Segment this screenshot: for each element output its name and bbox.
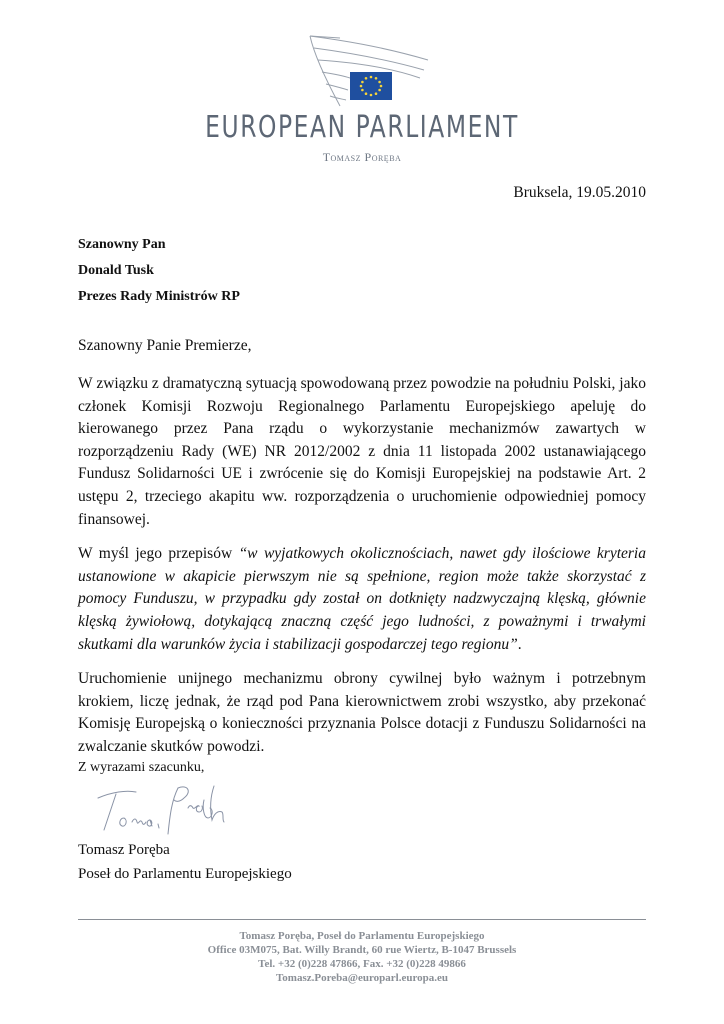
footer-line: Office 03M075, Bat. Willy Brandt, 60 rue Wiertz, B-1047 Brussels (207, 944, 517, 956)
regulation-quote: “w wyjatkowych okolicznościach, nawet gdy ilościowe kryteria ustanowione w akapicie pierwszym nie są spełnione, region może także skorzystać z pomocy Funduszu, w przypadku gdy został on dotknięty nadzwyczajną klęską, głównie klęską żywiołową, dotykającą znaczną część jego ludności, z poważnymi i trwałymi skutkami dla warunków życia i stabilizacji gospodarczej tego regionu” (78, 545, 646, 653)
mep-name: Tomasz Poręba (322, 150, 402, 164)
letter-date: Bruksela, 19.05.2010 (513, 184, 646, 201)
closing: Z wyrazami szacunku, (78, 760, 205, 775)
paragraph-lead: W myśl jego przepisów (78, 545, 239, 563)
institution-wordmark: EUROPEAN PARLIAMENT (205, 110, 519, 145)
addressee-line: Prezes Rady Ministrów RP (78, 289, 240, 304)
handwritten-signature (92, 778, 242, 838)
letter-body (78, 373, 646, 771)
footer-line: Tel. +32 (0)228 47866, Fax. +32 (0)228 49866 (258, 958, 466, 970)
addressee-block (78, 232, 240, 310)
salutation: Szanowny Panie Premierze, (78, 337, 252, 354)
footer-divider (78, 919, 646, 920)
european-parliament-logo (300, 34, 430, 114)
body-paragraph: Uruchomienie unijnego mechanizmu obrony cywilnej było ważnym i potrzebnym krokiem, liczę jednak, że rząd pod Pana kierownictwem zrobi wszystko, aby przekonać Komisję Europejską o konieczności przyznania Polsce dotacji z Funduszu Solidarności na zwalczanie skutków powodzi. (78, 670, 646, 755)
footer-contact (0, 929, 724, 985)
body-paragraph: W związku z dramatyczną sytuacją spowodowaną przez powodzie na południu Polski, jako członek Komisji Rozwoju Regionalnego Parlamentu Europejskiego apeluję do kierowanego przez Pana rządu o wykorzystanie mechanizmów zawartych w rozporządzeniu Rady (WE) NR 2012/2002 z dnia 11 listopada 2002 ustanawiającego Fundusz Solidarności UE i zwrócenie się do Komisji Europejskiej na podstawie Art. 2 ustępu 2, trzeciego akapitu ww. rozporządzenia o uruchomienie odpowiedniej pomocy finansowej. (78, 375, 646, 528)
addressee-line: Donald Tusk (78, 263, 154, 278)
footer-line: Tomasz Poręba, Poseł do Parlamentu Europejskiego (239, 930, 485, 942)
signer-name: Tomasz Poręba (78, 842, 170, 858)
signer-title: Poseł do Parlamentu Europejskiego (78, 866, 292, 882)
body-paragraph (78, 543, 646, 656)
addressee-line: Szanowny Pan (78, 237, 166, 252)
footer-email: Tomasz.Poreba@europarl.europa.eu (275, 972, 449, 984)
paragraph-end: . (517, 635, 522, 653)
